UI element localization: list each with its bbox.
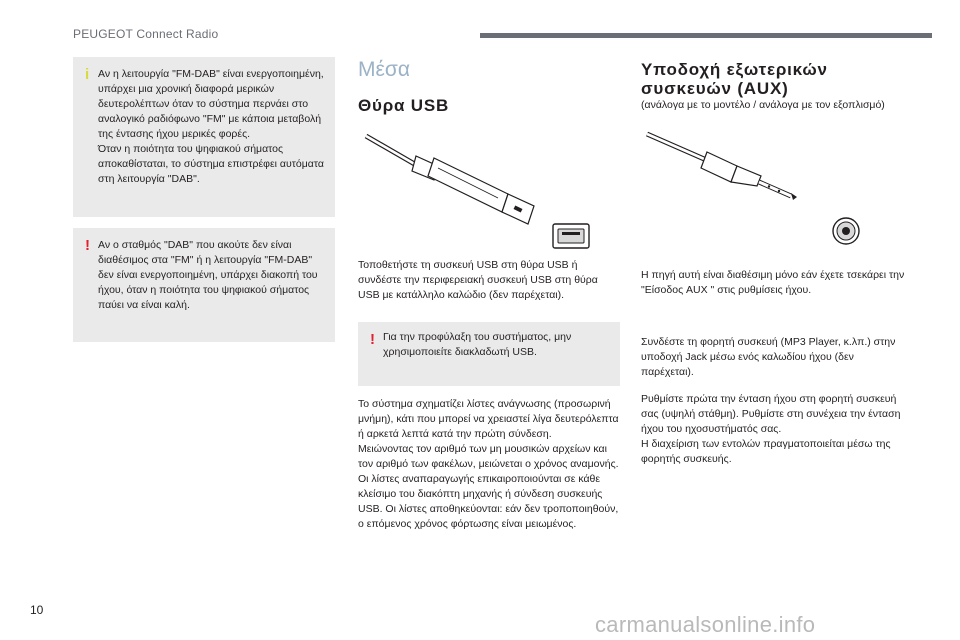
usb-detail-paragraph: Οι λίστες αναπαραγωγής επικαιροποιούνται σε κάθε κλείσιμο του διακόπτη μηχανής ή σύνδεση συσκευής USB. Οι λίστες αποθηκεύονται: εάν δεν τροποποιηθούν, ο επόμενος χρόνος φόρτωσης είναι μειωμένος. (358, 473, 619, 530)
aux-title-line2: συσκευών (AUX) (641, 79, 789, 98)
aux-connect: Συνδέστε τη φορητή συσκευή (MP3 Player, κ.λπ.) στην υποδοχή Jack μέσω ενός καλωδίου ήχου (δεν παρέχεται). (641, 336, 896, 378)
warning-icon: ! (85, 237, 90, 254)
usb-cable-icon (366, 136, 534, 224)
usb-instruction (358, 258, 620, 303)
usb-warning-text: Για την προφύλαξη του συστήματος, μην χρησιμοποιείτε διακλαδωτή USB. (383, 331, 572, 358)
usb-details (358, 397, 620, 532)
usb-title: Θύρα USB (358, 96, 450, 115)
aux-availability: Η πηγή αυτή είναι διαθέσιμη μόνο εάν έχετε τσεκάρει την "Είσοδος AUX " στις ρυθμίσεις ήχου. (641, 269, 905, 296)
warning-icon: ! (370, 331, 375, 348)
usb-instruction-text: Τοποθετήστε τη συσκευή USB στη θύρα USB ή συνδέστε την περιφερειακή συσκευή USB στη θύρα USB με κατάλληλο καλώδιο (δεν παρέχεται). (358, 259, 598, 301)
usb-detail-paragraph: Μειώνοντας τον αριθμό των μη μουσικών αρχείων και τον αριθμό των φακέλων, μειώνεται ο χρόνος αναμονής. (358, 443, 619, 470)
aux-adjust (641, 392, 903, 467)
header-divider (480, 33, 932, 38)
jack-cable-icon (647, 134, 797, 200)
usb-illustration (358, 128, 603, 250)
aux-title-line1: Υποδοχή εξωτερικών (641, 60, 828, 79)
aux-port-icon (833, 218, 859, 244)
dab-warning-text: Αν ο σταθμός "DAB" που ακούτε δεν είναι διαθέσιμος στα "FM" ή η λειτουργία "FM-DAB" δεν είναι ενεργοποιημένη, υπάρχει διακοπή του ήχου, όταν η ποιότητα του ψηφιακού σήματος παύει να είναι καλή. (98, 239, 318, 311)
dab-info-note (73, 57, 335, 217)
aux-title (641, 60, 828, 98)
usb-warning-note (358, 322, 620, 386)
aux-adjust-paragraph: Ρυθμίστε πρώτα την ένταση ήχου στη φορητή συσκευή σας (υψηλή στάθμη). Ρυθμίστε στη συνέχεια την ένταση ήχου του ηχοσυστήματός σας. (641, 393, 901, 435)
info-icon: i (85, 66, 90, 83)
media-section-title: Μέσα (358, 58, 410, 81)
watermark: carmanualsonline.info (595, 612, 816, 637)
header-title: PEUGEOT Connect Radio (73, 27, 219, 41)
dab-warning-note (73, 228, 335, 342)
dab-info-paragraph: Αν η λειτουργία "FM-DAB" είναι ενεργοποιημένη, υπάρχει μια χρονική διαφορά μερικών δευτερολέπτων όταν το σύστημα περνάει στο αναλογικό ραδιόφωνο "FM" με κάποια μεταβολή της έντασης ήχου μερικές φορές. (98, 68, 324, 140)
aux-illustration (641, 128, 901, 253)
aux-subtitle: (ανάλογα με το μοντέλο / ανάλογα με τον εξοπλισμό) (641, 99, 885, 111)
usb-detail-paragraph: Το σύστημα σχηματίζει λίστες ανάγνωσης (προσωρινή μνήμη), κάτι που μπορεί να χρειαστεί λίγα δευτερόλεπτα ή αρκετά λεπτά κατά την πρώτη σύνδεση. (358, 398, 619, 440)
dab-info-paragraph: Όταν η ποιότητα του ψηφιακού σήματος αποκαθίσταται, το σύστημα επιστρέφει αυτόματα στη λειτουργία "DAB". (98, 143, 324, 185)
aux-adjust-paragraph: Η διαχείριση των εντολών πραγματοποιείται μέσω της φορητής συσκευής. (641, 438, 891, 465)
page-number: 10 (30, 603, 44, 617)
usb-port-icon (553, 224, 589, 248)
